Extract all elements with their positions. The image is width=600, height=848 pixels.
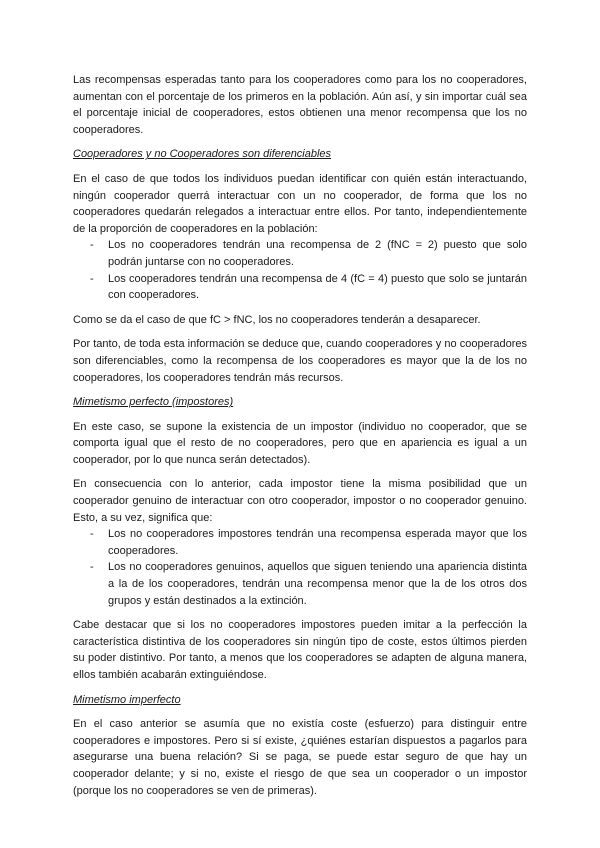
paragraph: Por tanto, de toda esta información se deduce que, cuando cooperadores y no cooperadores son diferenciables, como la recompensa de los cooperadores es mayor que la de los no cooperadores, los cooperadores tendrán más recursos.	[73, 338, 527, 384]
list-item-text: Los cooperadores tendrán una recompensa de 4 (fC = 4) puesto que solo se juntarán con cooperadores.	[108, 272, 527, 302]
list-item	[73, 526, 527, 559]
bullet-list	[73, 237, 527, 303]
list-item	[73, 237, 527, 270]
paragraph: Cabe destacar que si los no cooperadores impostores pueden imitar a la perfección la característica distintiva de los cooperadores sin ningún tipo de coste, estos últimos pierden su poder distintivo. Por tanto, a menos que los cooperadores se adapten de alguna manera, ellos también acabarán extinguiéndose.	[73, 619, 527, 681]
bullet-list	[73, 526, 527, 609]
bullet-dash: -	[90, 528, 94, 541]
list-item-text: Los no cooperadores impostores tendrán una recompensa esperada mayor que los cooperadores.	[108, 528, 527, 557]
paragraph: Las recompensas esperadas tanto para los cooperadores como para los no cooperadores, aumentan con el porcentaje de los primeros en la población. Aún así, y sin importar cuál sea el porcentaje inicial de cooperadores, estos obtienen una menor recompensa que los no cooperadores.	[73, 74, 527, 136]
list-item-text: Los no cooperadores tendrán una recompensa de 2 (fNC = 2) puesto que solo podrán juntarse con no cooperadores.	[108, 239, 527, 268]
paragraph: En el caso de que todos los individuos puedan identificar con quién están interactuando, ningún cooperador querrá interactuar con un no cooperador, de forma que los no cooperadores quedarán relegados a interactuar entre ellos. Por tanto, independientemente de la proporción de cooperadores en la población:	[73, 172, 527, 235]
list-item	[73, 271, 527, 304]
paragraph: En consecuencia con lo anterior, cada impostor tiene la misma posibilidad que un cooperador genuino de interactuar con otro cooperador, impostor o no cooperador genuino. Esto, a su vez, significa que:	[73, 478, 527, 524]
section-heading: Mimetismo imperfecto	[73, 693, 181, 706]
section-heading: Mimetismo perfecto (impostores)	[73, 396, 234, 409]
bullet-dash: -	[90, 239, 94, 252]
paragraph: En este caso, se supone la existencia de un impostor (individuo no cooperador, que se comporta igual que el resto de no cooperadores, pero que en apariencia es igual a un cooperador, por lo que nunca serán detectados).	[73, 420, 527, 466]
list-item	[73, 559, 527, 609]
section-heading: Cooperadores y no Cooperadores son diferenciables	[73, 148, 332, 161]
bullet-dash: -	[90, 272, 94, 285]
list-item-text: Los no cooperadores genuinos, aquellos que siguen teniendo una apariencia distinta a la de los cooperadores, tendrán una recompensa menor que la de los otros dos grupos y están destinados a la extinción.	[108, 561, 527, 607]
paragraph: En el caso anterior se asumía que no existía coste (esfuerzo) para distinguir entre cooperadores e impostores. Pero si sí existe, ¿quiénes estarían dispuestos a pagarlos para asegurarse una buena relación? Si se paga, se puede estar seguro de que hay un cooperador delante; y si no, existe el riesgo de que sea un cooperador o un impostor (porque los no cooperadores se ven de primeras).	[73, 718, 527, 797]
paragraph: Como se da el caso de que fC > fNC, los no cooperadores tenderán a desaparecer.	[73, 313, 481, 326]
bullet-dash: -	[90, 561, 94, 574]
